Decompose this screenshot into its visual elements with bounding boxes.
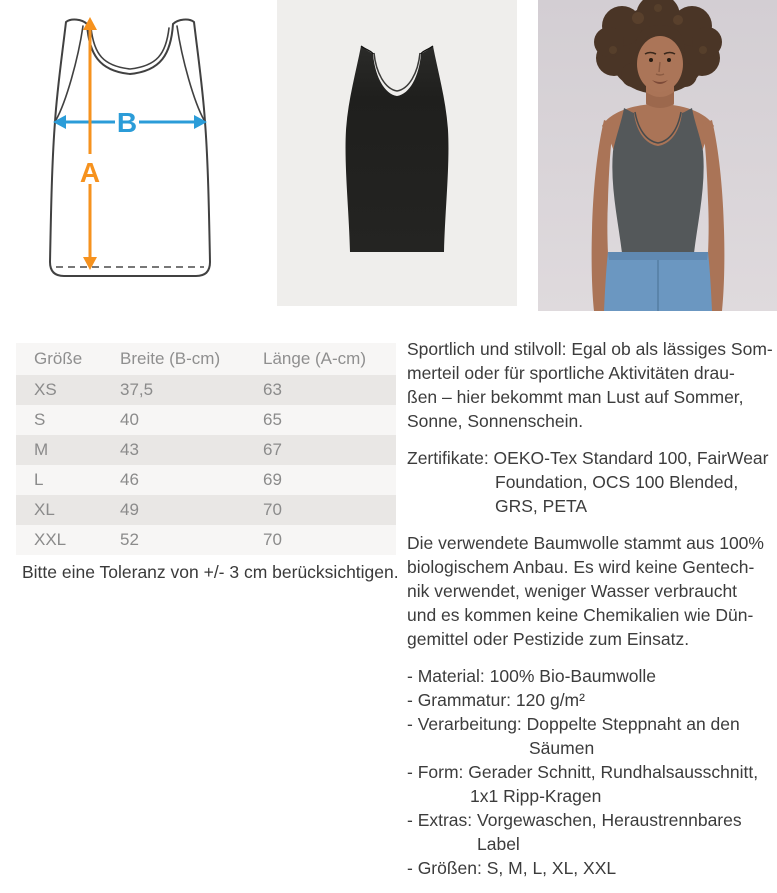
table-cell: 65	[261, 405, 396, 435]
table-row	[16, 375, 396, 405]
table-cell: 46	[118, 465, 261, 495]
description-line: - Extras: Vorgewaschen, Heraustrennbares	[407, 810, 742, 830]
table-row	[16, 495, 396, 525]
table-cell: 67	[261, 435, 396, 465]
size-table-header: Breite (B-cm)	[118, 343, 261, 375]
size-table	[16, 343, 396, 555]
description-line: Die verwendete Baumwolle stammt aus 100%	[407, 533, 764, 553]
description-line: ßen – hier bekommt man Lust auf Sommer,	[407, 387, 744, 407]
description-paragraph	[407, 446, 775, 518]
size-table-header: Größe	[16, 343, 118, 375]
width-label: B	[116, 107, 138, 138]
product-description	[407, 337, 775, 893]
description-line: gemittel oder Pestizide zum Einsatz.	[407, 629, 690, 649]
product-photo-black[interactable]	[277, 0, 517, 306]
table-cell: S	[16, 405, 118, 435]
table-cell: 43	[118, 435, 261, 465]
description-line: Säumen	[529, 738, 595, 758]
description-line: Label	[477, 834, 520, 854]
description-line: Foundation, OCS 100 Blended,	[495, 472, 739, 492]
model-graphic	[538, 0, 777, 311]
description-line: - Verarbeitung: Doppelte Steppnaht an den	[407, 714, 740, 734]
description-line: merteil oder für sportliche Aktivitäten drau-	[407, 363, 735, 383]
tolerance-note: Bitte eine Toleranz von +/- 3 cm berücksichtigen.	[22, 562, 399, 582]
size-diagram-svg	[20, 10, 240, 302]
description-line: - Form: Gerader Schnitt, Rundhalsausschnitt,	[407, 762, 759, 782]
size-table-header: Länge (A-cm)	[261, 343, 396, 375]
table-cell: 37,5	[118, 375, 261, 405]
description-line: GRS, PETA	[495, 496, 588, 516]
size-table-body	[16, 375, 396, 555]
description-line: Sonne, Sonnenschein.	[407, 411, 584, 431]
size-table-head-row	[16, 343, 396, 375]
description-line: - Material: 100% Bio-Baumwolle	[407, 666, 656, 686]
table-cell: M	[16, 435, 118, 465]
table-cell: 70	[261, 525, 396, 555]
model-jeans	[604, 252, 712, 311]
table-cell: XXL	[16, 525, 118, 555]
description-line: Sportlich und stilvoll: Egal ob als lässiges Som-	[407, 339, 773, 359]
description-line: 1x1 Ripp-Kragen	[470, 786, 602, 806]
table-row	[16, 465, 396, 495]
table-cell: L	[16, 465, 118, 495]
length-label: A	[79, 157, 101, 188]
table-cell: 70	[261, 495, 396, 525]
model-photo[interactable]	[538, 0, 777, 311]
description-paragraph	[407, 531, 775, 651]
description-line: - Grammatur: 120 g/m²	[407, 690, 585, 710]
size-diagram-image[interactable]	[20, 10, 240, 302]
description-paragraph	[407, 664, 775, 880]
description-line: nik verwendet, weniger Wasser verbraucht	[407, 581, 738, 601]
description-line: biologischem Anbau. Es wird keine Gentech-	[407, 557, 755, 577]
table-cell: 52	[118, 525, 261, 555]
table-cell: 40	[118, 405, 261, 435]
table-cell: XS	[16, 375, 118, 405]
description-paragraph	[407, 337, 775, 433]
table-row	[16, 405, 396, 435]
table-row	[16, 435, 396, 465]
description-line: und es kommen keine Chemikalien wie Dün-	[407, 605, 754, 625]
tank-outline	[50, 20, 210, 276]
table-cell: 49	[118, 495, 261, 525]
black-tank-top-graphic	[277, 0, 517, 306]
table-cell: XL	[16, 495, 118, 525]
description-line: Zertifikate: OEKO-Tex Standard 100, FairWear	[407, 448, 769, 468]
description-line: - Größen: S, M, L, XL, XXL	[407, 858, 617, 878]
table-cell: 69	[261, 465, 396, 495]
table-cell: 63	[261, 375, 396, 405]
table-row	[16, 525, 396, 555]
